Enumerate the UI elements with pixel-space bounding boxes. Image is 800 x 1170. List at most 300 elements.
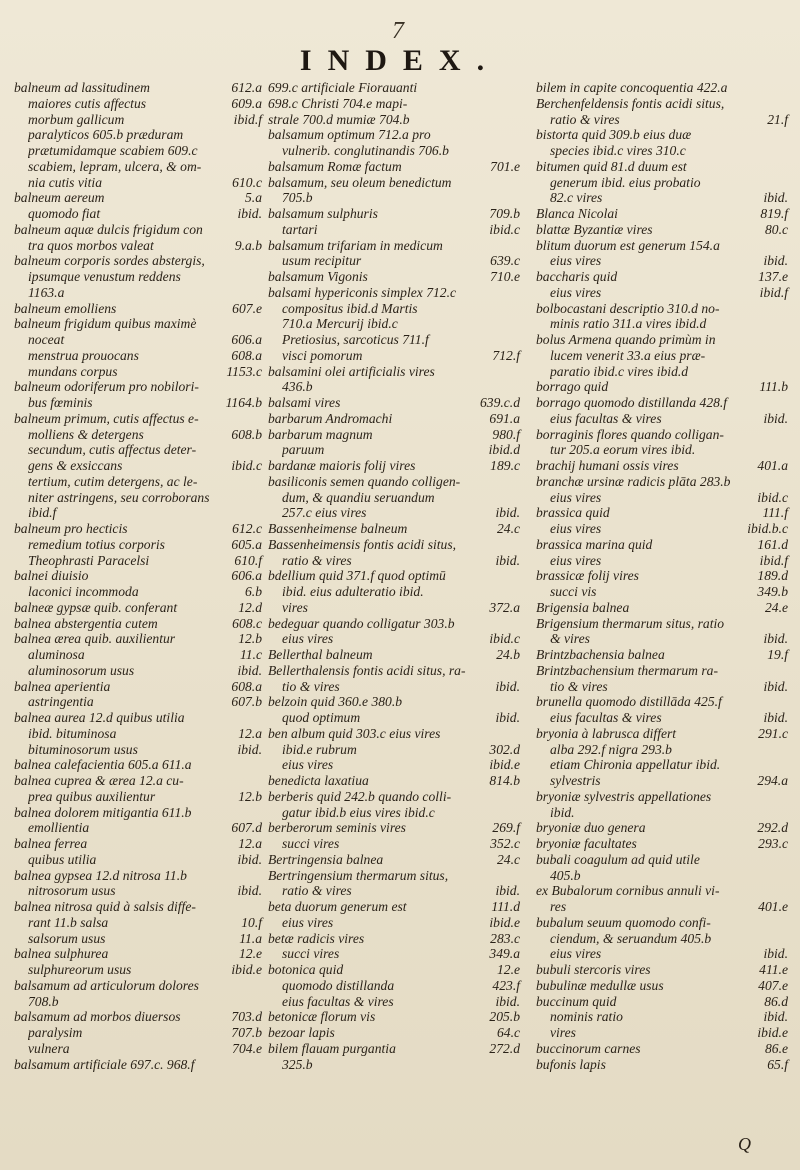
entry-text: Brigensia balnea	[536, 599, 630, 615]
index-entry	[268, 600, 520, 616]
entry-text: balneum ad lassitudinem	[14, 80, 150, 95]
index-entry	[268, 127, 520, 143]
index-entry	[268, 805, 520, 821]
entry-page-ref: 111.b	[759, 379, 788, 395]
entry-text: 698.c Christi 704.e mapi-	[268, 95, 408, 111]
entry-page-ref: ibid.c	[231, 458, 262, 473]
index-entry	[536, 852, 788, 868]
index-entry	[268, 190, 520, 206]
index-entry	[536, 679, 788, 695]
entry-text: bubalum seuum quomodo confi-	[536, 914, 711, 930]
entry-text: balneum corporis sordes abstergis,	[14, 253, 205, 269]
entry-text: balsamum Romæ factum	[268, 158, 402, 174]
entry-text: barbarum Andromachi	[268, 410, 393, 426]
entry-page-ref: 24.c	[496, 521, 520, 536]
entry-text: eius vires	[550, 489, 602, 505]
index-entry	[536, 159, 788, 175]
entry-text: 257.c eius vires	[282, 505, 367, 521]
entry-text: Berchenfeldensis fontis acidi situs,	[536, 95, 725, 111]
entry-text: rant 11.b salsa	[28, 914, 109, 930]
entry-text: balnea aperientia	[14, 678, 111, 694]
entry-text: nia cutis vitia	[28, 174, 103, 190]
index-entry	[536, 820, 788, 836]
index-entry	[536, 537, 788, 553]
index-entry	[14, 742, 262, 758]
entry-text: 436.b	[282, 379, 313, 395]
entry-text: etiam Chironia appellatur ibid.	[550, 757, 721, 773]
index-entry	[268, 820, 520, 836]
entry-page-ref: 6.b	[245, 584, 262, 599]
entry-text: betæ radicis vires	[268, 930, 365, 946]
entry-text: generum ibid. eius probatio	[550, 174, 701, 190]
entry-text: Brintzbachensia balnea	[536, 647, 665, 662]
entry-text: astringentia	[28, 694, 94, 710]
entry-text: bubulinæ medullæ usus	[536, 977, 664, 993]
index-entry	[14, 820, 262, 836]
entry-text: species ibid.c vires 310.c	[550, 143, 686, 158]
entry-text: eius vires	[550, 284, 602, 300]
index-entry	[536, 253, 788, 269]
entry-text: quomodo fiat	[28, 206, 101, 221]
entry-page-ref: 24.c	[496, 851, 520, 867]
entry-text: balnea calefacientia 605.a 611.a	[14, 757, 192, 773]
entry-page-ref: ibid.d	[488, 442, 520, 458]
entry-page-ref: 283.c	[490, 930, 520, 946]
index-entry	[536, 474, 788, 490]
index-entry	[14, 805, 262, 821]
entry-page-ref: ibid.	[763, 946, 788, 962]
entry-text: remedium totius corporis	[28, 536, 165, 552]
index-entry	[536, 1025, 788, 1041]
entry-text: balsamum ad articulorum dolores	[14, 977, 199, 993]
index-entry	[536, 379, 788, 395]
entry-page-ref: 608.a	[231, 678, 262, 694]
entry-text: brunella quomodo distillāda 425.f	[536, 694, 722, 710]
entry-text: bilem flauam purgantia	[268, 1040, 396, 1056]
index-entry	[14, 80, 262, 96]
index-entry	[14, 112, 262, 128]
entry-text: minis ratio 311.a vires ibid.d	[550, 316, 707, 332]
index-entry	[14, 238, 262, 254]
entry-page-ref: 609.a	[231, 95, 262, 111]
index-entry	[536, 663, 788, 679]
entry-page-ref: 701.e	[490, 158, 520, 174]
index-entry	[536, 96, 788, 112]
index-entry	[536, 978, 788, 994]
entry-text: eius vires	[550, 946, 602, 962]
index-entry	[14, 584, 262, 600]
entry-page-ref: 819.f	[760, 206, 788, 221]
index-entry	[14, 395, 262, 411]
index-entry	[14, 568, 262, 584]
entry-text: bistorta quid 309.b eius duæ	[536, 127, 692, 143]
entry-text: prætumidamque scabiem 609.c	[28, 143, 198, 158]
entry-page-ref: 639.c	[490, 253, 520, 269]
entry-page-ref: ibid.	[495, 678, 520, 694]
index-entry	[268, 1025, 520, 1041]
entry-page-ref: 111.f	[762, 505, 788, 521]
entry-page-ref: ibid.e	[231, 962, 262, 977]
entry-text: niter astringens, seu corroborans	[28, 489, 210, 505]
entry-page-ref: 712.f	[492, 347, 520, 363]
index-entry	[14, 553, 262, 569]
entry-text: eius vires	[550, 552, 602, 568]
index-entry	[536, 427, 788, 443]
entry-page-ref: 294.a	[757, 773, 788, 788]
index-entry	[268, 1041, 520, 1057]
entry-text: dum, & quandiu seruandum	[282, 489, 435, 505]
index-entry	[14, 316, 262, 332]
index-entry	[268, 537, 520, 553]
index-entry	[268, 490, 520, 506]
index-entry	[268, 568, 520, 584]
entry-page-ref: 980.f	[492, 426, 520, 442]
index-entry	[536, 269, 788, 285]
entry-page-ref: 703.d	[231, 1009, 262, 1025]
entry-text: 405.b	[550, 867, 581, 883]
entry-text: gatur ibid.b eius vires ibid.c	[282, 804, 435, 820]
entry-text: balnea nitrosa quid à salsis diffe-	[14, 899, 196, 914]
entry-text: bryoniæ sylvestris appellationes	[536, 788, 712, 804]
index-entry	[14, 631, 262, 647]
entry-page-ref: 610.c	[232, 174, 262, 190]
entry-text: ratio & vires	[282, 883, 352, 899]
entry-page-ref: ibid.	[237, 883, 262, 899]
index-entry	[536, 1057, 788, 1073]
entry-page-ref: ibid.	[763, 410, 788, 426]
entry-text: balnea ferrea	[14, 836, 88, 851]
index-entry	[14, 442, 262, 458]
entry-text: balsamum artificiale 697.c. 968.f	[14, 1056, 195, 1072]
entry-page-ref: 608.c	[232, 615, 262, 631]
entry-text: blattæ Byzantiæ vires	[536, 221, 653, 237]
index-entry	[14, 726, 262, 742]
entry-text: berberorum seminis vires	[268, 820, 406, 836]
index-entry	[536, 222, 788, 238]
index-entry	[14, 931, 262, 947]
entry-text: eius vires	[282, 757, 334, 773]
index-entry	[14, 616, 262, 632]
entry-text: Theophrasti Paracelsi	[28, 552, 150, 568]
entry-text: blitum duorum est generum 154.a	[536, 237, 720, 253]
index-entry	[268, 143, 520, 159]
index-entry	[268, 175, 520, 191]
entry-page-ref: ibid.	[495, 505, 520, 521]
entry-text: 708.b	[28, 993, 59, 1009]
entry-text: bilem in capite concoquentia 422.a	[536, 80, 728, 95]
index-entry	[268, 1057, 520, 1073]
index-entry	[14, 332, 262, 348]
signature-mark: Q	[738, 1134, 751, 1154]
entry-page-ref: 606.a	[231, 332, 262, 347]
index-entry	[14, 1041, 262, 1057]
entry-text: vulnerib. conglutinandis 706.b	[282, 143, 449, 158]
index-entry	[268, 222, 520, 238]
entry-page-ref: 293.c	[758, 836, 788, 851]
index-entry	[536, 883, 788, 899]
entry-page-ref: 707.b	[231, 1025, 262, 1040]
entry-text: balsamum sulphuris	[268, 206, 378, 221]
index-entry	[268, 316, 520, 332]
entry-text: paralyticos 605.b præduram	[28, 127, 184, 143]
entry-text: bitumen quid 81.d duum est	[536, 158, 687, 174]
index-entry	[536, 395, 788, 411]
entry-text: bubali coagulum ad quid utile	[536, 851, 700, 867]
entry-page-ref: 292.d	[757, 820, 788, 836]
index-entry	[536, 505, 788, 521]
entry-text: borrago quid	[536, 379, 609, 395]
index-column-1	[14, 80, 262, 1072]
entry-text: usum recipitur	[282, 253, 362, 269]
entry-text: 82.c vires	[550, 190, 603, 206]
index-entry	[14, 537, 262, 553]
entry-text: visci pomorum	[282, 347, 363, 363]
index-entry	[14, 663, 262, 679]
entry-page-ref: 372.a	[489, 599, 520, 615]
entry-text: nominis ratio	[550, 1009, 623, 1025]
index-entry	[268, 238, 520, 254]
entry-text: baccharis quid	[536, 269, 618, 284]
entry-page-ref: 710.e	[490, 269, 520, 284]
index-entry	[14, 474, 262, 490]
index-entry	[14, 1057, 262, 1073]
entry-text: eius vires	[282, 631, 334, 647]
index-entry	[268, 332, 520, 348]
entry-page-ref: 64.c	[496, 1025, 520, 1040]
index-entry	[536, 490, 788, 506]
entry-page-ref: 612.a	[231, 80, 262, 95]
entry-page-ref: ibid.	[763, 678, 788, 694]
index-entry	[268, 269, 520, 285]
index-entry	[14, 159, 262, 175]
entry-page-ref: 423.f	[492, 977, 520, 993]
index-entry	[268, 978, 520, 994]
index-entry	[268, 789, 520, 805]
entry-page-ref: ibid.	[763, 190, 788, 206]
entry-text: 699.c artificiale Fiorauanti	[268, 80, 418, 95]
entry-text: Bassenheimense balneum	[268, 521, 408, 536]
entry-text: balneum aquæ dulcis frigidum con	[14, 221, 203, 237]
entry-page-ref: 269.f	[492, 820, 520, 836]
entry-text: aluminosorum usus	[28, 662, 135, 678]
entry-text: balnea aurea 12.d quibus utilia	[14, 710, 185, 725]
index-entry	[536, 553, 788, 569]
index-entry	[268, 631, 520, 647]
entry-text: menstrua prouocans	[28, 347, 139, 363]
entry-page-ref: 80.c	[764, 221, 788, 237]
entry-text: nitrosorum usus	[28, 883, 116, 899]
index-entry	[268, 427, 520, 443]
index-entry	[14, 96, 262, 112]
entry-text: balneum primum, cutis affectus e-	[14, 410, 199, 426]
entry-page-ref: 12.e	[238, 946, 262, 962]
index-entry	[14, 679, 262, 695]
entry-text: bus fœminis	[28, 395, 93, 410]
entry-text: vulnera	[28, 1040, 70, 1056]
entry-text: tio & vires	[550, 678, 608, 694]
entry-text: scabiem, lepram, ulcera, & om-	[28, 158, 202, 174]
entry-text: eius vires	[282, 914, 334, 930]
entry-text: tra quos morbos valeat	[28, 237, 154, 253]
index-entry	[14, 600, 262, 616]
entry-page-ref: ibid.c	[757, 489, 788, 505]
entry-page-ref: 407.e	[758, 977, 788, 993]
entry-page-ref: 161.d	[757, 536, 788, 552]
index-entry	[14, 269, 262, 285]
index-entry	[14, 190, 262, 206]
entry-text: ibid. bituminosa	[28, 725, 117, 741]
index-entry	[14, 694, 262, 710]
entry-text: lucem venerit 33.a eius præ-	[550, 347, 706, 363]
entry-text: prea quibus auxilientur	[28, 788, 156, 804]
index-entry	[268, 112, 520, 128]
index-entry	[14, 222, 262, 238]
entry-page-ref: 19.f	[767, 647, 788, 662]
index-entry	[536, 143, 788, 159]
index-entry	[14, 1009, 262, 1025]
index-entry	[268, 868, 520, 884]
index-entry	[14, 899, 262, 915]
entry-text: balneum frigidum quibus maximè	[14, 316, 197, 332]
entry-text: ciendum, & seruandum 405.b	[550, 930, 712, 946]
index-entry	[14, 301, 262, 317]
entry-text: bryoniæ duo genera	[536, 820, 646, 836]
entry-text: bryoniæ facultates	[536, 836, 637, 851]
entry-page-ref: 607.d	[231, 820, 262, 836]
entry-page-ref: 349.a	[489, 946, 520, 962]
entry-text: eius facultas & vires	[550, 710, 662, 725]
index-entry	[14, 757, 262, 773]
entry-page-ref: 401.e	[758, 899, 788, 914]
entry-text: barbarum magnum	[268, 426, 373, 442]
entry-page-ref: 12.b	[238, 788, 262, 804]
index-entry	[14, 962, 262, 978]
entry-page-ref: 608.a	[231, 347, 262, 363]
index-entry	[14, 490, 262, 506]
entry-text: Bellerthalensis fontis acidi situs, ra-	[268, 662, 466, 678]
index-entry	[536, 616, 788, 632]
index-entry	[14, 946, 262, 962]
entry-page-ref: 12.d	[238, 599, 262, 615]
index-entry	[536, 994, 788, 1010]
entry-text: beta duorum generum est	[268, 899, 407, 914]
index-entry	[268, 206, 520, 222]
entry-text: brassica quid	[536, 505, 610, 521]
entry-page-ref: 704.e	[232, 1040, 262, 1056]
entry-text: balnea ærea quib. auxilientur	[14, 631, 176, 647]
entry-text: Brintzbachensium thermarum ra-	[536, 662, 718, 678]
entry-text: Pretiosius, sarcoticus 711.f	[282, 332, 429, 347]
entry-text: ibid.e rubrum	[282, 741, 357, 757]
index-entry	[536, 411, 788, 427]
entry-text: eius facultas & vires	[282, 993, 394, 1009]
entry-page-ref: 12.a	[238, 836, 262, 851]
entry-page-ref: ibid.c	[489, 221, 520, 237]
entry-text: balneæ gypsæ quib. conferant	[14, 599, 178, 615]
index-entry	[14, 1025, 262, 1041]
entry-text: balsamini olei artificialis vires	[268, 363, 435, 379]
entry-text: bolbocastani descriptio 310.d no-	[536, 300, 720, 316]
entry-page-ref: 137.e	[758, 269, 788, 284]
entry-text: berberis quid 242.b quando colli-	[268, 788, 452, 804]
entry-page-ref: 709.b	[489, 206, 520, 221]
index-entry	[536, 364, 788, 380]
index-entry	[268, 442, 520, 458]
entry-text: gens & exsiccans	[28, 458, 123, 473]
index-entry	[536, 962, 788, 978]
index-entry	[268, 159, 520, 175]
entry-text: salsorum usus	[28, 930, 106, 946]
index-entry	[14, 868, 262, 884]
entry-text: noceat	[28, 332, 65, 347]
index-entry	[268, 616, 520, 632]
entry-text: ratio & vires	[550, 111, 620, 127]
entry-text: balsamum Vigonis	[268, 269, 368, 284]
index-entry	[268, 962, 520, 978]
entry-text: eius vires	[550, 521, 602, 536]
entry-page-ref: ibid.f	[233, 111, 262, 127]
index-entry	[14, 883, 262, 899]
index-entry	[536, 238, 788, 254]
entry-text: & vires	[550, 631, 590, 647]
entry-page-ref: ibid.	[495, 883, 520, 899]
entry-text: brassica marina quid	[536, 536, 653, 552]
entry-text: basiliconis semen quando colligen-	[268, 473, 461, 489]
entry-page-ref: 1153.c	[226, 363, 262, 379]
entry-text: bituminosorum usus	[28, 741, 138, 757]
entry-text: paralysim	[28, 1025, 83, 1040]
entry-page-ref: ibid.c	[489, 631, 520, 647]
index-entry	[268, 253, 520, 269]
entry-text: succi vires	[282, 836, 340, 851]
index-entry	[268, 710, 520, 726]
index-entry	[268, 458, 520, 474]
entry-text: compositus ibid.d Martis	[282, 300, 418, 316]
index-entry	[536, 175, 788, 191]
index-entry	[536, 206, 788, 222]
entry-text: balsamum ad morbos diuersos	[14, 1009, 181, 1025]
index-entry	[268, 285, 520, 301]
index-entry	[268, 395, 520, 411]
index-entry	[14, 411, 262, 427]
entry-text: buccinum quid	[536, 993, 617, 1009]
entry-text: balsami vires	[268, 395, 341, 410]
index-entry	[268, 411, 520, 427]
index-entry	[268, 773, 520, 789]
entry-page-ref: 606.a	[231, 568, 262, 584]
index-entry	[14, 285, 262, 301]
index-entry	[536, 1009, 788, 1025]
index-entry	[268, 553, 520, 569]
index-entry	[268, 726, 520, 742]
entry-text: vires	[282, 599, 308, 615]
entry-text: res	[550, 899, 567, 914]
entry-text: bryonia à labrusca differt	[536, 725, 677, 741]
entry-text: tartari	[282, 221, 318, 237]
entry-text: balneum aereum	[14, 190, 105, 206]
entry-text: balnei diuisio	[14, 568, 89, 584]
entry-text: succi vires	[282, 946, 340, 962]
entry-text: balsamum optimum 712.a pro	[268, 127, 431, 143]
entry-text: paruum	[282, 442, 325, 458]
index-entry	[268, 742, 520, 758]
entry-page-ref: 607.b	[231, 694, 262, 710]
index-entry	[268, 836, 520, 852]
index-entry	[14, 836, 262, 852]
entry-text: ibid. eius adulteratio ibid.	[282, 584, 424, 599]
index-entry	[14, 710, 262, 726]
entry-page-ref: ibid.	[237, 741, 262, 757]
